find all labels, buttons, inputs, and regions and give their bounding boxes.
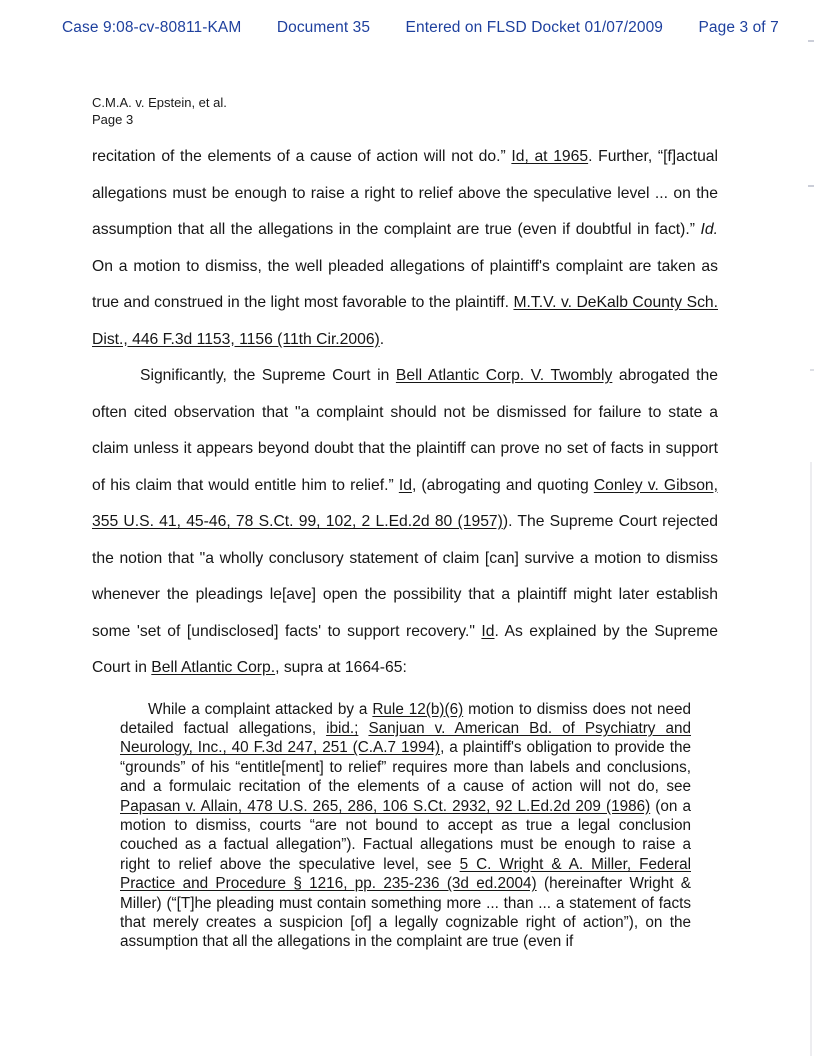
docket-case-number: Case 9:08-cv-80811-KAM: [62, 19, 242, 36]
text-run: Bell Atlantic Corp. V. Twombly: [395, 367, 613, 384]
text-run: While a complaint attacked by a: [148, 700, 373, 718]
text-run: abrogated the often cited observation that "a complaint should not be dismissed for failure to state a claim unless it appears beyond doubt that the plaintiff can prove no set of facts in support of his claim that would entitle him to relief.”: [92, 367, 718, 494]
text-run: Significantly, the Supreme Court in: [140, 367, 396, 384]
text-run: .: [379, 330, 385, 348]
text-run: motion to dismiss does not need detailed factual allegations,: [120, 700, 691, 737]
text-run: , a plaintiff's obligation to provide the “grounds” of his “entitle[ment] to relief” requires more than labels and conclusions, and a formulaic recitation of the elements of a cause of action will not do, see: [120, 739, 691, 796]
text-run: . Further, “[f]actual allegations must be enough to raise a right to relief above the speculative level ... on the assumption that all the allegations in the complaint are true (even if doubtful in fact).”: [92, 148, 719, 238]
text-run: . As explained by the Supreme Court in: [92, 622, 718, 676]
text-run: On a motion to dismiss, the well pleaded allegations of plaintiff's complaint are taken as true and construed in the light most favorable to the plaintiff.: [92, 257, 718, 311]
body-paragraph-1: [92, 139, 718, 358]
scan-mark-artifact: [808, 185, 814, 187]
text-run: Rule 12(b)(6): [372, 700, 464, 718]
text-run: ibid.;: [326, 719, 359, 737]
text-run: M.T.V. v. DeKalb County Sch. Dist., 446 F.3d 1153, 1156 (11th Cir.2006): [92, 294, 718, 348]
text-run: Sanjuan v. American Bd. of Psychiatry and Neurology, Inc., 40 F.3d 247, 251 (C.A.7 1994): [120, 719, 691, 757]
case-caption: [92, 95, 227, 128]
text-run: Bell Atlantic Corp.: [151, 659, 276, 676]
text-run: [358, 720, 368, 737]
text-run: 5 C. Wright & A. Miller, Federal Practice and Procedure § 1216, pp. 235-236 (3d ed.2004): [120, 855, 691, 893]
text-run: , (abrogating and quoting: [411, 476, 594, 494]
text-run: Id: [481, 622, 495, 640]
body-paragraph-2: [92, 358, 718, 687]
text-run: Conley v. Gibson, 355 U.S. 41, 45-46, 78 S.Ct. 99, 102, 2 L.Ed.2d 80 (1957): [92, 476, 718, 530]
text-run: recitation of the elements of a cause of action will not do.”: [92, 148, 512, 165]
block-quote: [120, 700, 691, 952]
scan-mark-artifact: [810, 369, 814, 371]
docket-entered-stamp: Entered on FLSD Docket 01/07/2009: [405, 19, 664, 36]
text-run: , supra at 1664-65:: [275, 659, 407, 676]
text-run: ). The Supreme Court rejected the notion that "a wholly conclusory statement of claim [can] survive a motion to dismiss whenever the pleadings le[ave] open the possibility that a plaintiff might later establish some 'set of [undisclosed] facts' to support recovery.": [92, 513, 718, 640]
scan-mark-artifact: [808, 40, 814, 42]
text-run: Id.: [700, 221, 718, 238]
text-run: Id: [398, 476, 412, 494]
text-run: (hereinafter Wright & Miller) (“[T]he pleading must contain something more ... than ... a statement of facts that merely creates a suspicion [of] a legally cognizable right of action”), on the assumption that all the allegations in the complaint are true (even if: [120, 875, 691, 951]
text-run: (on a motion to dismiss, courts “are not bound to accept as true a legal conclusion couched as a factual allegation”). Factual allegations must be enough to raise a right to relief above the speculative level, see: [120, 797, 691, 873]
caption-page-number: Page 3: [92, 111, 134, 127]
document-body: [92, 139, 718, 952]
docket-page-indicator: Page 3 of 7: [698, 19, 779, 36]
text-run: Papasan v. Allain, 478 U.S. 265, 286, 106 S.Ct. 2932, 92 L.Ed.2d 209 (1986): [120, 797, 651, 815]
text-run: Id, at 1965: [511, 148, 589, 165]
scan-edge-artifact: [810, 462, 812, 1056]
docket-document-number: Document 35: [276, 19, 371, 36]
docket-header: [62, 19, 779, 37]
caption-case-name: C.M.A. v. Epstein, et al.: [92, 95, 227, 110]
